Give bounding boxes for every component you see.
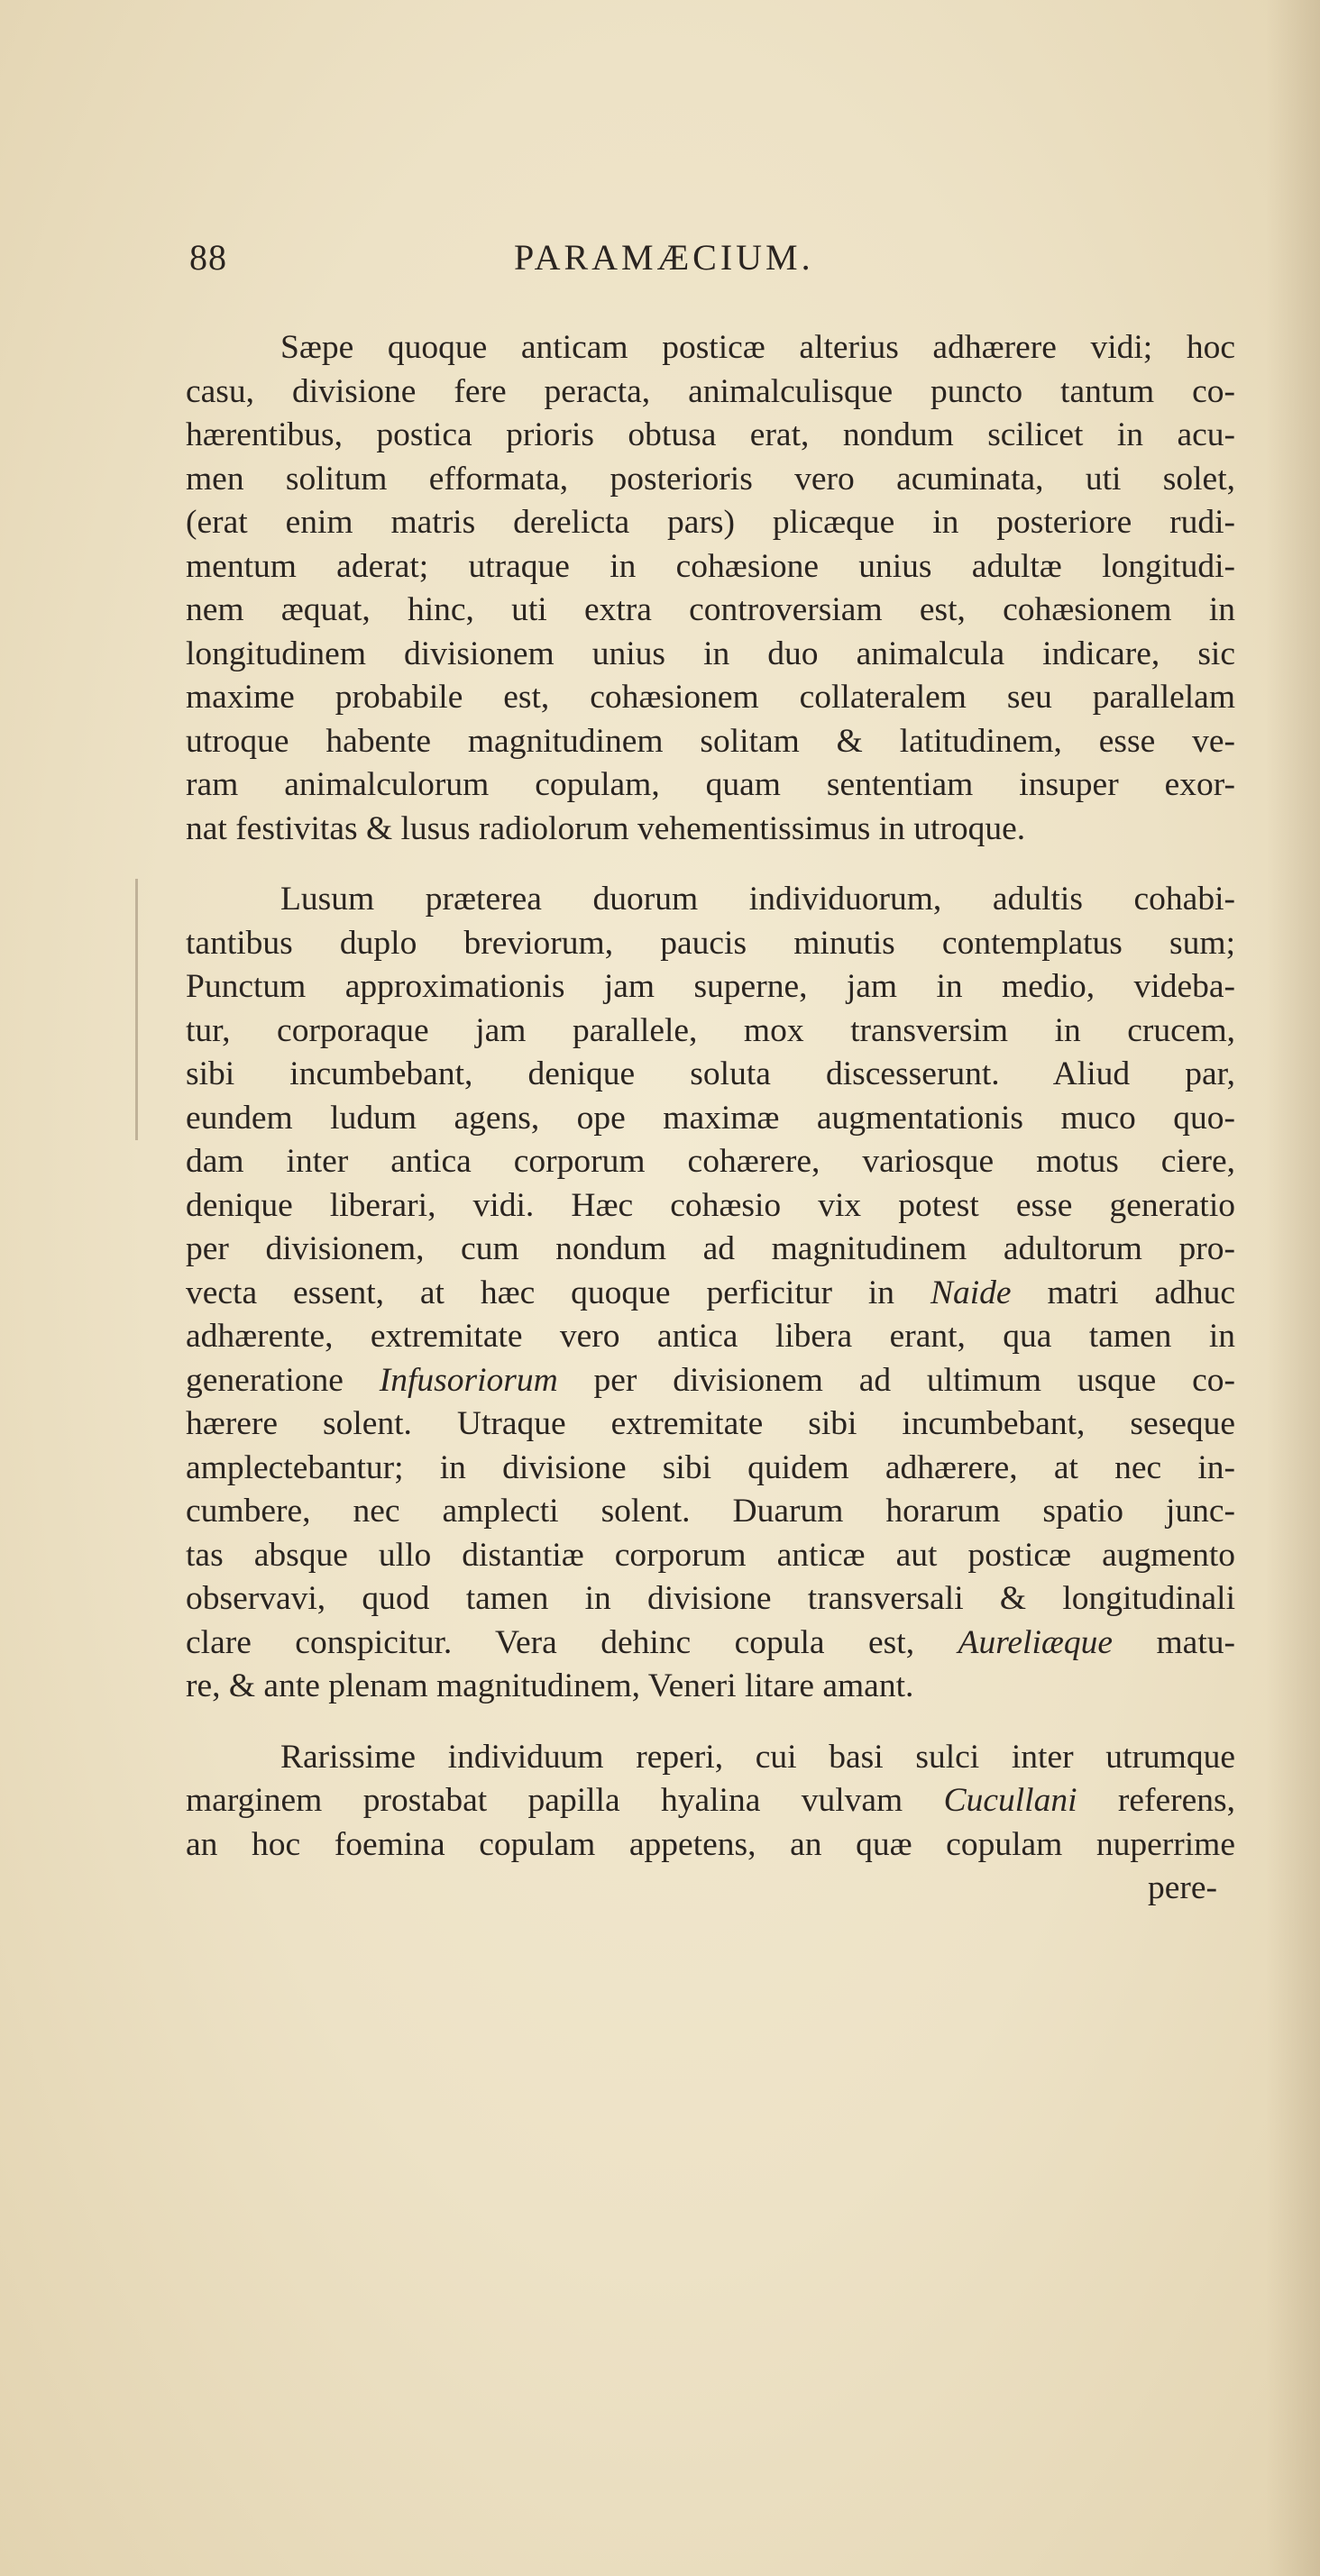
page-edge-shadow <box>1266 0 1320 2576</box>
paragraph-2 <box>186 878 1235 1709</box>
page-header <box>189 236 1235 290</box>
catchword: pere- <box>1147 1869 1217 1906</box>
text-line: amplectebantur; in divisione sibi quidem adhærere, at nec in- <box>186 1448 1235 1486</box>
text-line: sibi incumbebant, denique soluta discesserunt. Aliud par, <box>186 1055 1235 1092</box>
text-line: (erat enim matris derelicta pars) plicæque in posteriore rudi- <box>186 504 1235 541</box>
text-line: observavi, quod tamen in divisione transversali & longitudinali <box>186 1580 1235 1617</box>
text-line: Lusum præterea duorum individuorum, adultis cohabi- <box>280 881 1235 918</box>
text-line: nem æquat, hinc, uti extra controversiam est, cohæsionem in <box>186 591 1235 628</box>
italic-term: Naide <box>930 1274 1012 1311</box>
text-line-mixed <box>186 1779 1235 1823</box>
text-line: Rarissime individuum reperi, cui basi sulci inter utrumque <box>280 1738 1235 1776</box>
paragraph-3 <box>186 1736 1235 1911</box>
italic-term: Infusoriorum <box>379 1361 558 1399</box>
text-line: tantibus duplo breviorum, paucis minutis contemplatus sum; <box>186 924 1235 962</box>
text-line: an hoc foemina copulam appetens, an quæ copulam nuperrime <box>186 1825 1235 1863</box>
italic-term: Cucullani <box>943 1782 1077 1819</box>
text-segment: per divisionem ad ultimum usque co- <box>593 1361 1236 1399</box>
text-line: men solitum efformata, posterioris vero acuminata, uti solet, <box>186 460 1235 498</box>
margin-pencil-mark <box>135 879 138 1140</box>
text-line: cumbere, nec amplecti solent. Duarum horarum spatio junc- <box>186 1493 1235 1530</box>
text-line: tas absque ullo distantiæ corporum anticæ aut posticæ augmento <box>186 1536 1235 1574</box>
text-line-mixed <box>186 1359 1235 1403</box>
text-line: Punctum approximationis jam superne, jam in medio, videba- <box>186 968 1235 1005</box>
running-title: PARAMÆCIUM. <box>514 237 814 278</box>
text-line: longitudinem divisionem unius in duo animalcula indicare, sic <box>186 635 1235 672</box>
text-segment: generatione <box>186 1361 344 1399</box>
text-line: re, & ante plenam magnitudinem, Veneri litare amant. <box>186 1667 914 1704</box>
text-line: maxime probabile est, cohæsionem collateralem seu parallelam <box>186 679 1235 716</box>
text-line: eundem ludum agens, ope maximæ augmentationis muco quo- <box>186 1099 1235 1137</box>
italic-term: Aureliæque <box>958 1623 1114 1661</box>
text-line-mixed <box>186 1272 1235 1316</box>
page-number: 88 <box>189 237 227 278</box>
text-line: casu, divisione fere peracta, animalculisque puncto tantum co- <box>186 372 1235 410</box>
text-line: denique liberari, vidi. Hæc cohæsio vix potest esse generatio <box>186 1186 1235 1224</box>
text-segment: matu- <box>1156 1623 1235 1661</box>
text-line: utroque habente magnitudinem solitam & latitudinem, esse ve- <box>186 722 1235 760</box>
text-segment: marginem prostabat papilla hyalina vulvam <box>186 1782 903 1819</box>
text-segment: vecta essent, at hæc quoque perficitur in <box>186 1274 895 1311</box>
text-segment: referens, <box>1117 1782 1236 1819</box>
text-line: mentum aderat; utraque in cohæsione unius adultæ longitudi- <box>186 547 1235 585</box>
text-line: Sæpe quoque anticam posticæ alterius adhærere vidi; hoc <box>280 329 1235 366</box>
text-line: per divisionem, cum nondum ad magnitudinem adultorum pro- <box>186 1230 1235 1267</box>
text-segment: clare conspicitur. Vera dehinc copula est, <box>186 1623 915 1661</box>
text-line: hærentibus, postica prioris obtusa erat, nondum scilicet in acu- <box>186 416 1235 453</box>
paragraph-1 <box>186 326 1235 851</box>
text-segment: matri adhuc <box>1047 1274 1236 1311</box>
text-line: hærere solent. Utraque extremitate sibi incumbebant, seseque <box>186 1405 1235 1442</box>
text-line: tur, corporaque jam parallele, mox transversim in crucem, <box>186 1011 1235 1049</box>
body-text <box>186 326 1235 1911</box>
text-line: adhærente, extremitate vero antica libera erant, qua tamen in <box>186 1318 1235 1355</box>
text-line: dam inter antica corporum cohærere, variosque motus ciere, <box>186 1143 1235 1180</box>
text-line-mixed <box>186 1621 1235 1666</box>
text-line: nat festivitas & lusus radiolorum vehementissimus in utroque. <box>186 809 1026 847</box>
text-line: ram animalculorum copulam, quam sententiam insuper exor- <box>186 766 1235 803</box>
